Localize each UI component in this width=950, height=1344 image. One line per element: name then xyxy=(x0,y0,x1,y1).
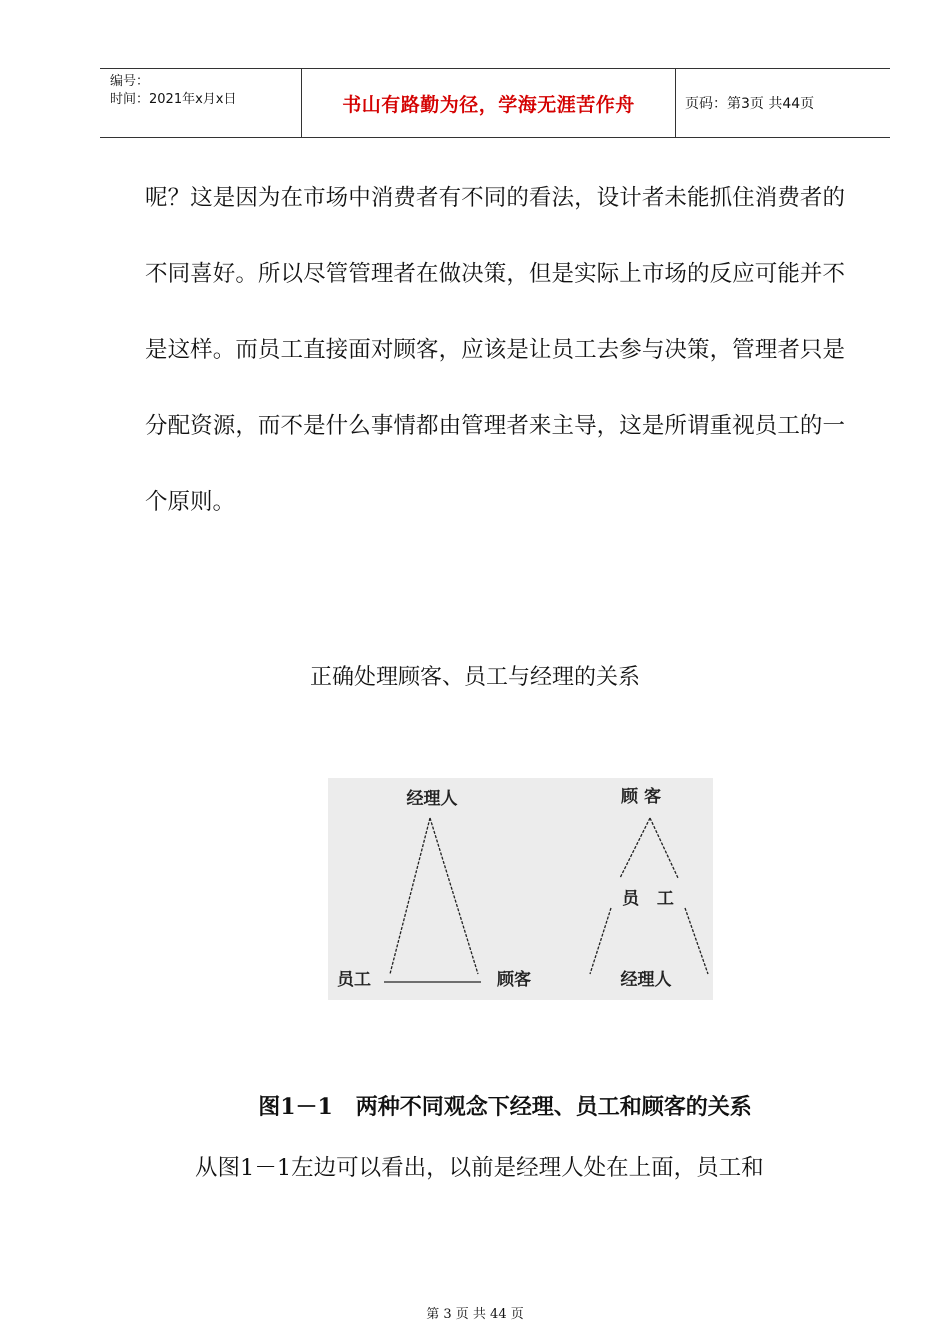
header-meta xyxy=(100,69,302,137)
right-edge-bottom-right xyxy=(685,908,708,974)
body-paragraph-2: 从图1－1左边可以看出，以前是经理人处在上面，员工和 xyxy=(195,1155,764,1181)
page-header xyxy=(100,68,890,138)
right-edge-bottom-left xyxy=(590,908,611,974)
header-page-label: 页码：第3页 共44页 xyxy=(685,96,815,112)
label-right-bottom: 经理人 xyxy=(620,970,672,990)
figure-caption: 图1－1 两种不同观念下经理、员工和顾客的关系 xyxy=(258,1094,752,1120)
page-footer: 第 3 页 共 44 页 xyxy=(426,1307,524,1322)
label-right-middle: 员 工 xyxy=(622,889,674,909)
diagram-svg xyxy=(328,778,713,1000)
label-left-bottom-right: 顾客 xyxy=(497,970,531,990)
doc-number-label: 编号： xyxy=(110,74,150,89)
body-paragraph: 呢？这是因为在市场中消费者有不同的看法，设计者未能抓住消费者的不同喜好。所以尽管管理者在做决策，但是实际上市场的反应可能并不是这样。而员工直接面对顾客，应该是让员工去参与决策，管理者只是分配资源，而不是什么事情都由管理者来主导，这是所谓重视员工的一个原则。 xyxy=(145,185,845,515)
right-edge-top-left xyxy=(620,818,650,878)
label-left-top: 经理人 xyxy=(406,789,458,809)
right-edge-top-right xyxy=(650,818,678,878)
relationship-diagram xyxy=(328,778,713,1000)
label-left-bottom-left: 员工 xyxy=(337,970,371,990)
figure-heading: 正确处理顾客、员工与经理的关系 xyxy=(309,665,640,690)
left-triangle-edge-right xyxy=(430,818,478,974)
label-right-top: 顾 客 xyxy=(621,787,661,807)
doc-time-label: 时间：2021年x月x日 xyxy=(110,92,237,107)
header-motto: 书山有路勤为径，学海无涯苦作舟 xyxy=(302,69,676,137)
left-triangle-edge-left xyxy=(390,818,430,974)
